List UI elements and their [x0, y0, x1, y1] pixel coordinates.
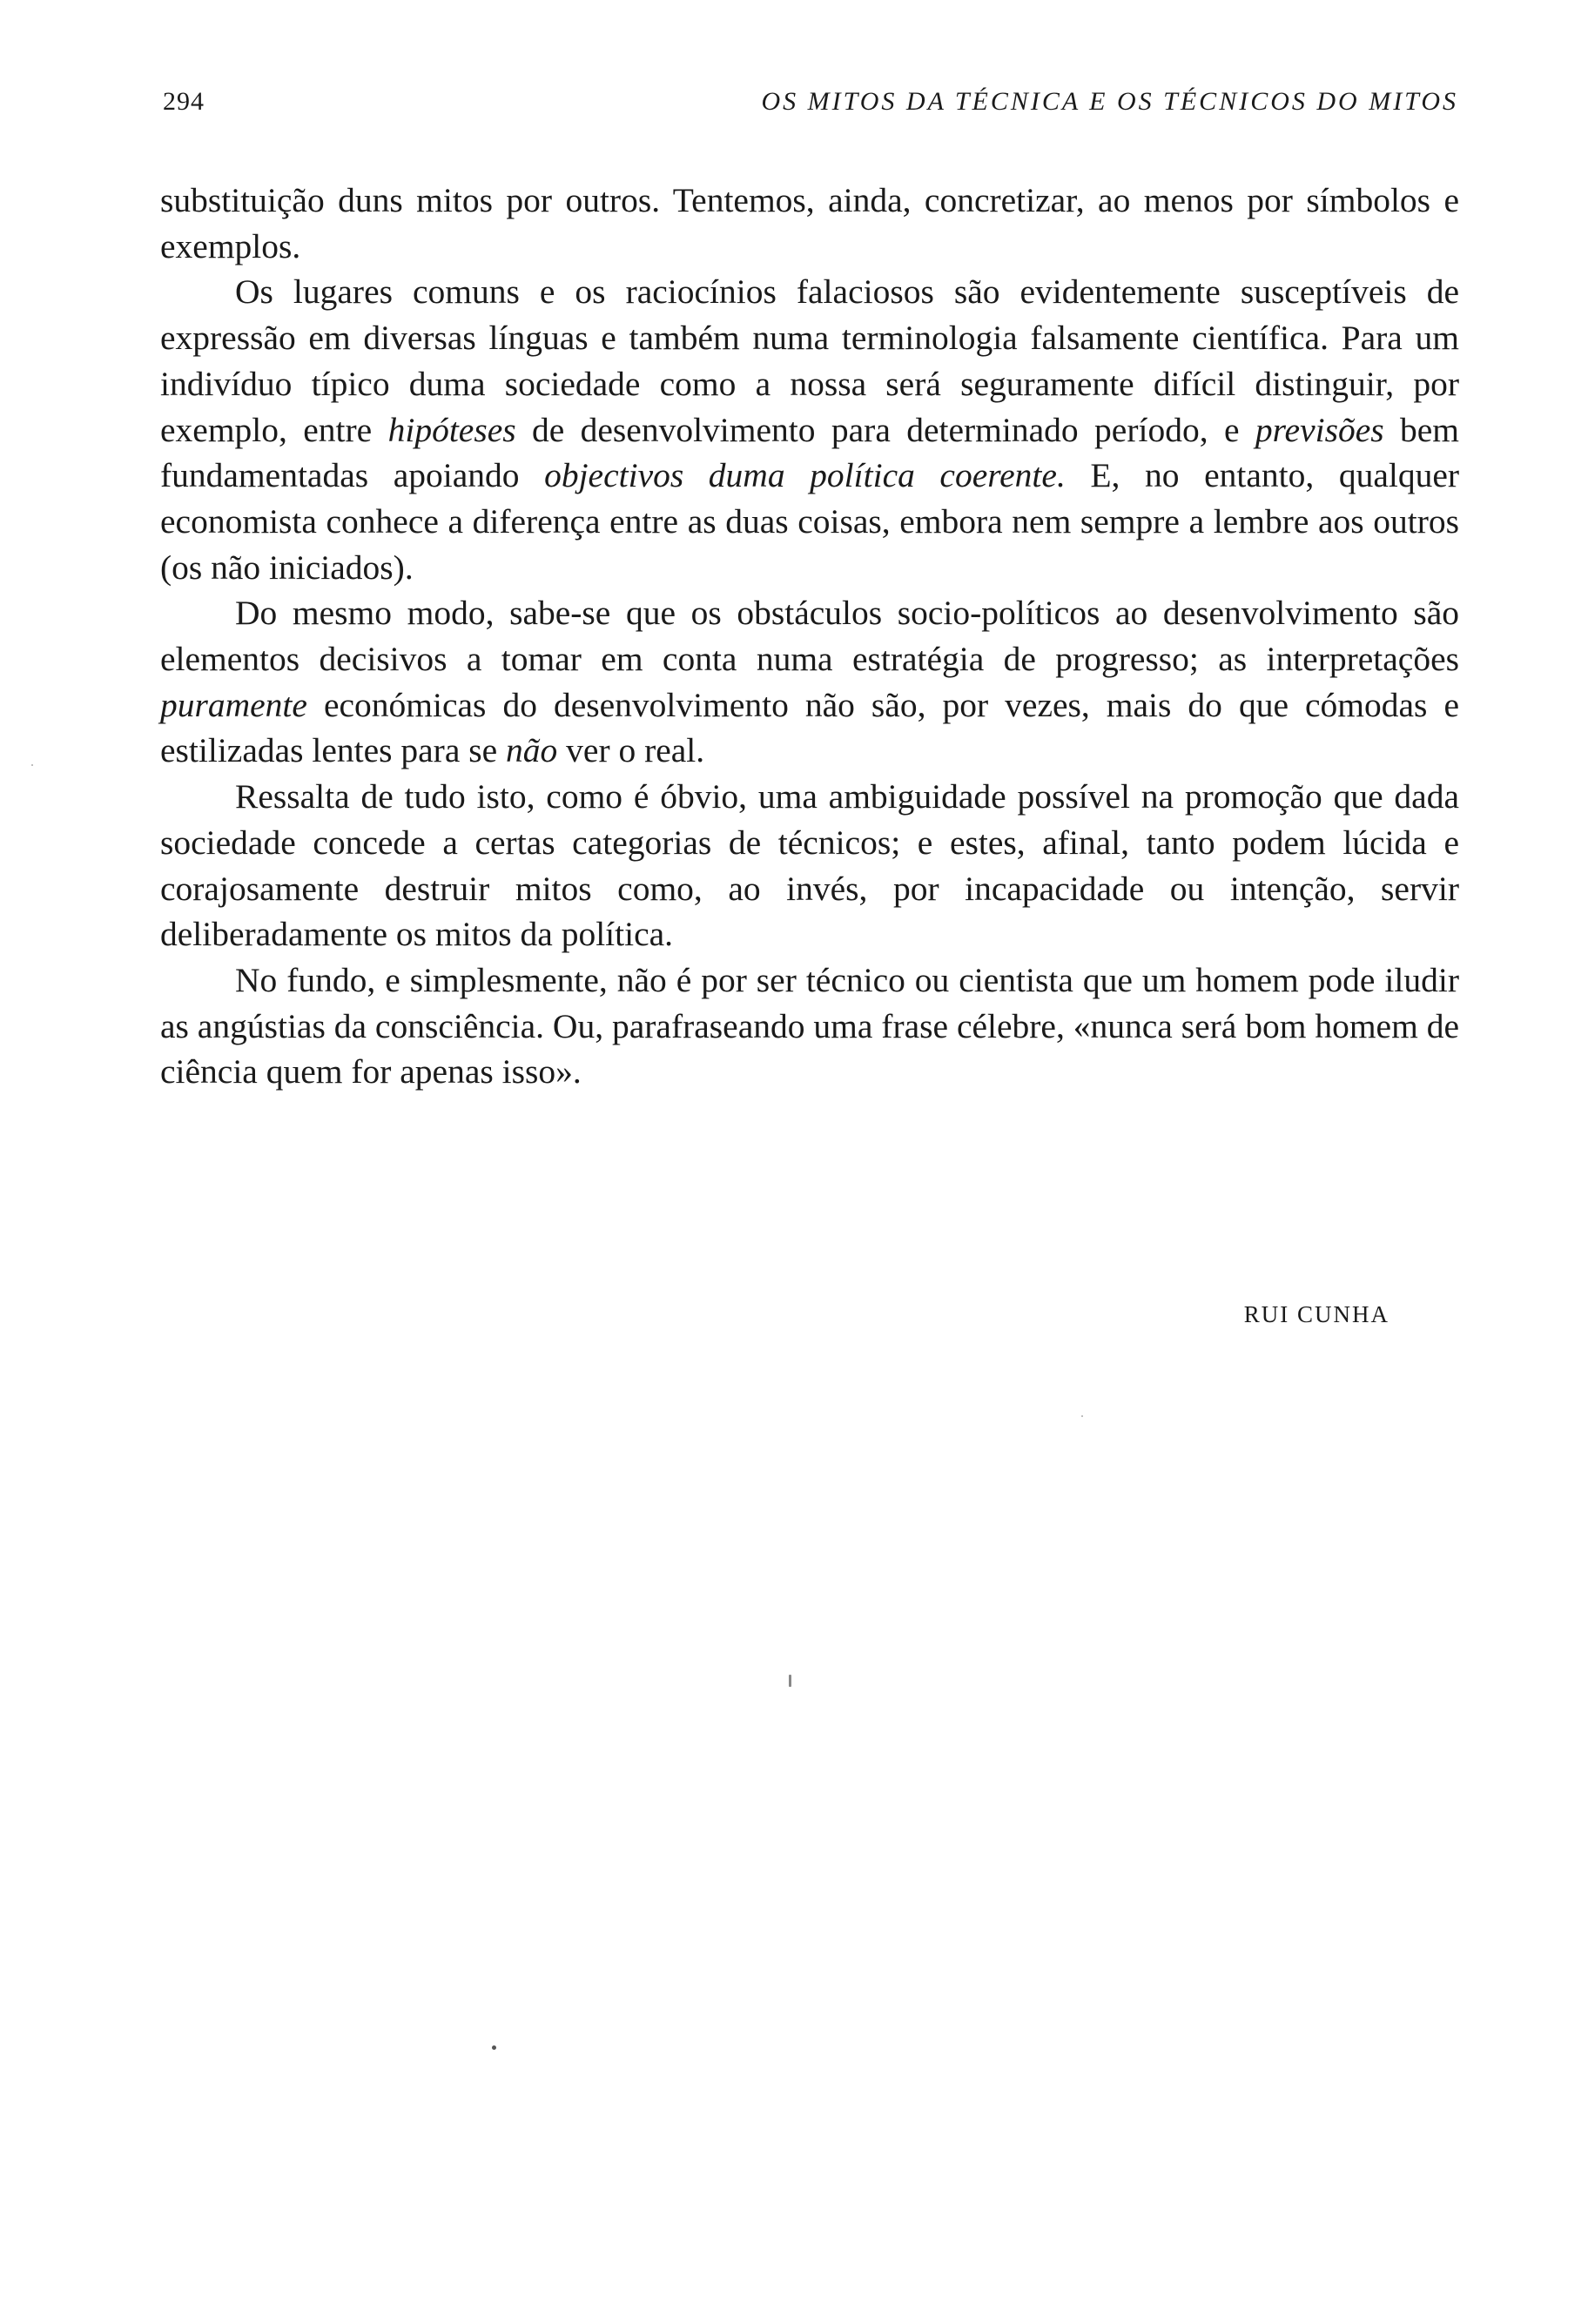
page-number: 294: [163, 87, 205, 116]
text-segment: No fundo, e simplesmente, não é por ser técnico ou cientista que um homem pode iludir as angústias da consciência. Ou, parafraseando uma frase célebre, «nunca será bom homem de ciência quem for apenas isso».: [160, 960, 1459, 1091]
text-segment: E, no entanto, qualquer economista conhece a diferença entre as duas coisas, embora nem sempre a lembre aos outros (os não iniciados).: [160, 456, 1460, 587]
text-segment: substituição duns mitos por outros. Tentemos, ainda, concretizar, ao menos por símbolos e exemplos.: [160, 181, 1459, 265]
scan-speck: [1081, 1415, 1083, 1417]
author-signature: RUI CUNHA: [1243, 1301, 1390, 1327]
paragraph-2: [160, 269, 1459, 590]
paragraph-3: [160, 590, 1459, 774]
italic-segment: não: [506, 731, 558, 770]
italic-segment: objectivos duma política coerente.: [544, 456, 1066, 495]
scan-speck: [492, 2045, 496, 2050]
italic-segment: puramente: [160, 685, 307, 724]
text-segment: bem fundamentadas apoiando: [160, 410, 1459, 495]
scan-speck: [31, 764, 33, 766]
text-segment: de desenvolvimento para determinado período, e: [515, 410, 1255, 449]
running-title: OS MITOS DA TÉCNICA E OS TÉCNICOS DO MITOS: [761, 87, 1458, 116]
page-header: [163, 87, 1458, 129]
body-text: [160, 178, 1459, 1095]
paragraph-5: [160, 957, 1459, 1095]
italic-segment: hipóteses: [387, 410, 516, 449]
paragraph-1: [160, 178, 1459, 269]
scan-speck: [789, 1675, 791, 1687]
text-segment: Ressalta de tudo isto, como é óbvio, uma ambiguidade possível na promoção que dada sociedade concede a certas categorias de técnicos; e estes, afinal, tanto podem lúcida e corajosamente destruir mitos como, ao invés, por incapacidade ou intenção, servir deliberadamente os mitos da política.: [160, 777, 1459, 954]
paragraph-4: [160, 774, 1459, 957]
text-segment: Do mesmo modo, sabe-se que os obstáculos socio-políticos ao desenvolvimento são elementos decisivos a tomar em conta numa estratégia de progresso; as interpretações: [160, 594, 1459, 679]
text-segment: Os lugares comuns e os raciocínios falaciosos são evidentemente susceptíveis de expressão em diversas línguas e também numa terminologia falsamente científica. Para um indivíduo típico duma sociedade como a nossa será seguramente difícil distinguir, por exemplo, entre: [160, 272, 1459, 449]
italic-segment: previsões: [1255, 410, 1384, 449]
text-segment: económicas do desenvolvimento não são, por vezes, mais do que cómodas e estilizadas lentes para se: [160, 685, 1459, 770]
text-segment: ver o real.: [557, 731, 705, 770]
